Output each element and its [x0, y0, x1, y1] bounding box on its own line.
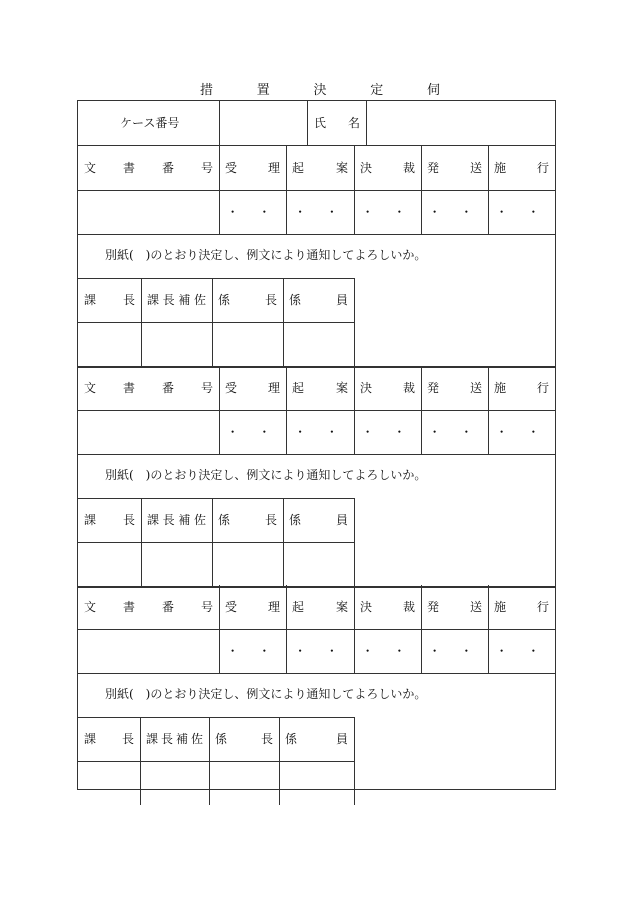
- approver-label: [84, 512, 135, 528]
- stage-label-1-char: 受: [225, 600, 238, 614]
- approver-label-char: 係: [215, 732, 228, 746]
- stage-label-1-char: 受: [225, 381, 238, 395]
- approver-label-char: 課: [84, 732, 97, 746]
- document-number-label-char: 書: [122, 600, 135, 614]
- approver-label-char: 補: [178, 293, 191, 307]
- stage-label-2: [292, 160, 348, 176]
- stage-label-3-char: 裁: [402, 161, 415, 175]
- stage-label-4-char: 発: [427, 600, 440, 614]
- date-field[interactable]: ・ ・: [428, 205, 481, 219]
- stage-label-5-char: 施: [494, 381, 507, 395]
- document-number-field[interactable]: [78, 629, 219, 673]
- stage-label-1-char: 理: [267, 381, 280, 395]
- approver-label-char: 係: [285, 732, 298, 746]
- approver-label: [218, 512, 277, 528]
- stage-label-2: [292, 380, 348, 396]
- stage-label-4: [427, 160, 482, 176]
- document-number-label-char: 号: [200, 600, 213, 614]
- divider: [78, 498, 354, 499]
- document-number-label-char: 文: [84, 161, 97, 175]
- stage-label-4-char: 発: [427, 381, 440, 395]
- approval-seal-box[interactable]: [212, 322, 283, 366]
- approver-label: [215, 731, 273, 747]
- divider: [78, 145, 555, 146]
- stage-label-5-char: 行: [536, 161, 549, 175]
- approver-label-char: 係: [289, 513, 302, 527]
- approval-seal-box[interactable]: [141, 322, 212, 366]
- stage-label-3: [360, 380, 415, 396]
- date-field[interactable]: ・ ・: [226, 425, 279, 439]
- divider: [78, 717, 354, 718]
- approval-seal-box[interactable]: [78, 542, 141, 586]
- divider: [78, 673, 555, 674]
- approver-label-char: 長: [260, 732, 273, 746]
- date-field[interactable]: ・ ・: [361, 644, 414, 658]
- date-field[interactable]: ・ ・: [294, 425, 346, 439]
- stage-label-2-char: 案: [335, 161, 348, 175]
- document-number-label-char: 文: [84, 600, 97, 614]
- approval-seal-box[interactable]: [283, 322, 354, 366]
- stage-label-2-char: 起: [292, 161, 305, 175]
- approver-label-char: 長: [264, 293, 277, 307]
- stage-label-3: [360, 599, 415, 615]
- approver-label-char: 課: [147, 513, 160, 527]
- stage-label-5: [494, 380, 549, 396]
- document-number-label: [84, 160, 213, 176]
- form-title: [200, 82, 440, 100]
- decision-statement: 別紙( )のとおり決定し、例文により通知してよろしいか。: [105, 687, 427, 701]
- approver-label-char: 係: [218, 513, 231, 527]
- approver-label-char: 員: [335, 513, 348, 527]
- date-field[interactable]: ・ ・: [428, 425, 481, 439]
- stage-label-5-char: 行: [536, 600, 549, 614]
- stage-label-1: [225, 599, 280, 615]
- stage-label-4-char: 発: [427, 161, 440, 175]
- name-label-char: 名: [347, 116, 360, 130]
- approver-label-char: 長: [122, 293, 135, 307]
- decision-form: [77, 100, 556, 790]
- approver-label-char: 長: [264, 513, 277, 527]
- approver-label-char: 係: [218, 293, 231, 307]
- stage-label-2: [292, 599, 348, 615]
- divider: [78, 542, 354, 543]
- approver-label: [84, 292, 135, 308]
- stage-label-4: [427, 380, 482, 396]
- document-number-label-char: 書: [122, 381, 135, 395]
- divider: [354, 498, 355, 586]
- approver-label: [84, 731, 134, 747]
- divider: [78, 322, 354, 323]
- date-field[interactable]: ・ ・: [226, 644, 279, 658]
- stage-label-5: [494, 160, 549, 176]
- stage-label-4-char: 送: [469, 161, 482, 175]
- divider: [78, 234, 555, 235]
- stage-label-4-char: 送: [469, 600, 482, 614]
- stage-label-1-char: 理: [267, 161, 280, 175]
- stage-label-3: [360, 160, 415, 176]
- stage-label-5-char: 施: [494, 600, 507, 614]
- approval-seal-box[interactable]: [141, 542, 212, 586]
- approver-label-char: 長: [121, 732, 134, 746]
- document-number-label-char: 号: [200, 161, 213, 175]
- approver-label-char: 補: [178, 513, 191, 527]
- approver-label: [147, 292, 206, 308]
- document-number-label-char: 番: [161, 600, 174, 614]
- approver-label: [289, 512, 348, 528]
- title-char: 措: [200, 83, 214, 98]
- approver-label-char: 佐: [193, 293, 206, 307]
- stage-label-3-char: 決: [360, 600, 373, 614]
- document-number-label-char: 番: [161, 381, 174, 395]
- divider: [307, 101, 308, 145]
- document-number-label: [84, 380, 213, 396]
- stage-label-3-char: 裁: [402, 600, 415, 614]
- date-field[interactable]: ・ ・: [495, 644, 548, 658]
- approval-seal-box[interactable]: [78, 322, 141, 366]
- decision-statement: 別紙( )のとおり決定し、例文により通知してよろしいか。: [105, 468, 427, 482]
- approver-label-char: 長: [122, 513, 135, 527]
- date-field[interactable]: ・ ・: [361, 205, 414, 219]
- divider: [354, 717, 355, 805]
- approval-seal-box[interactable]: [140, 761, 209, 805]
- stage-label-3-char: 決: [360, 161, 373, 175]
- name-label: [314, 115, 360, 131]
- stage-label-1-char: 理: [267, 600, 280, 614]
- title-char: 置: [256, 83, 270, 98]
- stage-label-5-char: 行: [536, 381, 549, 395]
- stage-label-5-char: 施: [494, 161, 507, 175]
- approver-label: [285, 731, 348, 747]
- divider: [78, 761, 354, 762]
- title-char: 決: [313, 83, 327, 98]
- document-number-label-char: 文: [84, 381, 97, 395]
- date-field[interactable]: ・ ・: [294, 644, 346, 658]
- approver-label-char: 係: [289, 293, 302, 307]
- stage-label-4-char: 送: [469, 381, 482, 395]
- approver-label: [289, 292, 348, 308]
- approver-label: [147, 512, 206, 528]
- approver-label-char: 課: [147, 293, 160, 307]
- approval-seal-box[interactable]: [283, 542, 354, 586]
- approver-label-char: 長: [160, 732, 173, 746]
- approval-seal-box[interactable]: [78, 761, 140, 805]
- approver-label-char: 長: [162, 513, 175, 527]
- stage-label-2-char: 起: [292, 381, 305, 395]
- date-field[interactable]: ・ ・: [428, 644, 481, 658]
- date-field[interactable]: ・ ・: [495, 205, 548, 219]
- case-number-field[interactable]: [220, 101, 307, 145]
- stage-label-2-char: 案: [335, 381, 348, 395]
- case-number-label: ケース番号: [120, 116, 180, 130]
- stage-label-1: [225, 380, 280, 396]
- approver-label-char: 佐: [190, 732, 203, 746]
- approval-seal-box[interactable]: [209, 761, 279, 805]
- stage-label-2-char: 起: [292, 600, 305, 614]
- block-separator: [78, 366, 555, 368]
- approver-label-char: 員: [335, 732, 348, 746]
- title-char: 伺: [426, 83, 440, 98]
- divider: [78, 454, 555, 455]
- stage-label-4: [427, 599, 482, 615]
- document-number-label: [84, 599, 213, 615]
- stage-label-3-char: 裁: [402, 381, 415, 395]
- approver-label-char: 補: [175, 732, 188, 746]
- approver-label-char: 長: [162, 293, 175, 307]
- stage-label-3-char: 決: [360, 381, 373, 395]
- stage-label-1: [225, 160, 280, 176]
- name-field[interactable]: [367, 101, 555, 145]
- stage-label-5: [494, 599, 549, 615]
- document-number-label-char: 号: [200, 381, 213, 395]
- divider: [78, 278, 354, 279]
- approver-label-char: 佐: [193, 513, 206, 527]
- name-label-char: 氏: [314, 116, 327, 130]
- stage-label-2-char: 案: [335, 600, 348, 614]
- stage-label-1-char: 受: [225, 161, 238, 175]
- date-field[interactable]: ・ ・: [294, 205, 346, 219]
- approval-seal-box[interactable]: [212, 542, 283, 586]
- approver-label-char: 課: [84, 513, 97, 527]
- document-number-label-char: 書: [122, 161, 135, 175]
- document-number-field[interactable]: [78, 410, 219, 454]
- decision-statement: 別紙( )のとおり決定し、例文により通知してよろしいか。: [105, 248, 427, 262]
- approver-label: [218, 292, 277, 308]
- date-field[interactable]: ・ ・: [361, 425, 414, 439]
- approver-label-char: 課: [146, 732, 159, 746]
- document-number-field[interactable]: [78, 190, 219, 234]
- divider: [354, 278, 355, 366]
- title-char: 定: [370, 83, 384, 98]
- approver-label: [146, 731, 203, 747]
- date-field[interactable]: ・ ・: [495, 425, 548, 439]
- date-field[interactable]: ・ ・: [226, 205, 279, 219]
- approver-label-char: 員: [335, 293, 348, 307]
- approver-label-char: 課: [84, 293, 97, 307]
- approval-seal-box[interactable]: [279, 761, 354, 805]
- document-number-label-char: 番: [161, 161, 174, 175]
- block-separator: [78, 586, 555, 588]
